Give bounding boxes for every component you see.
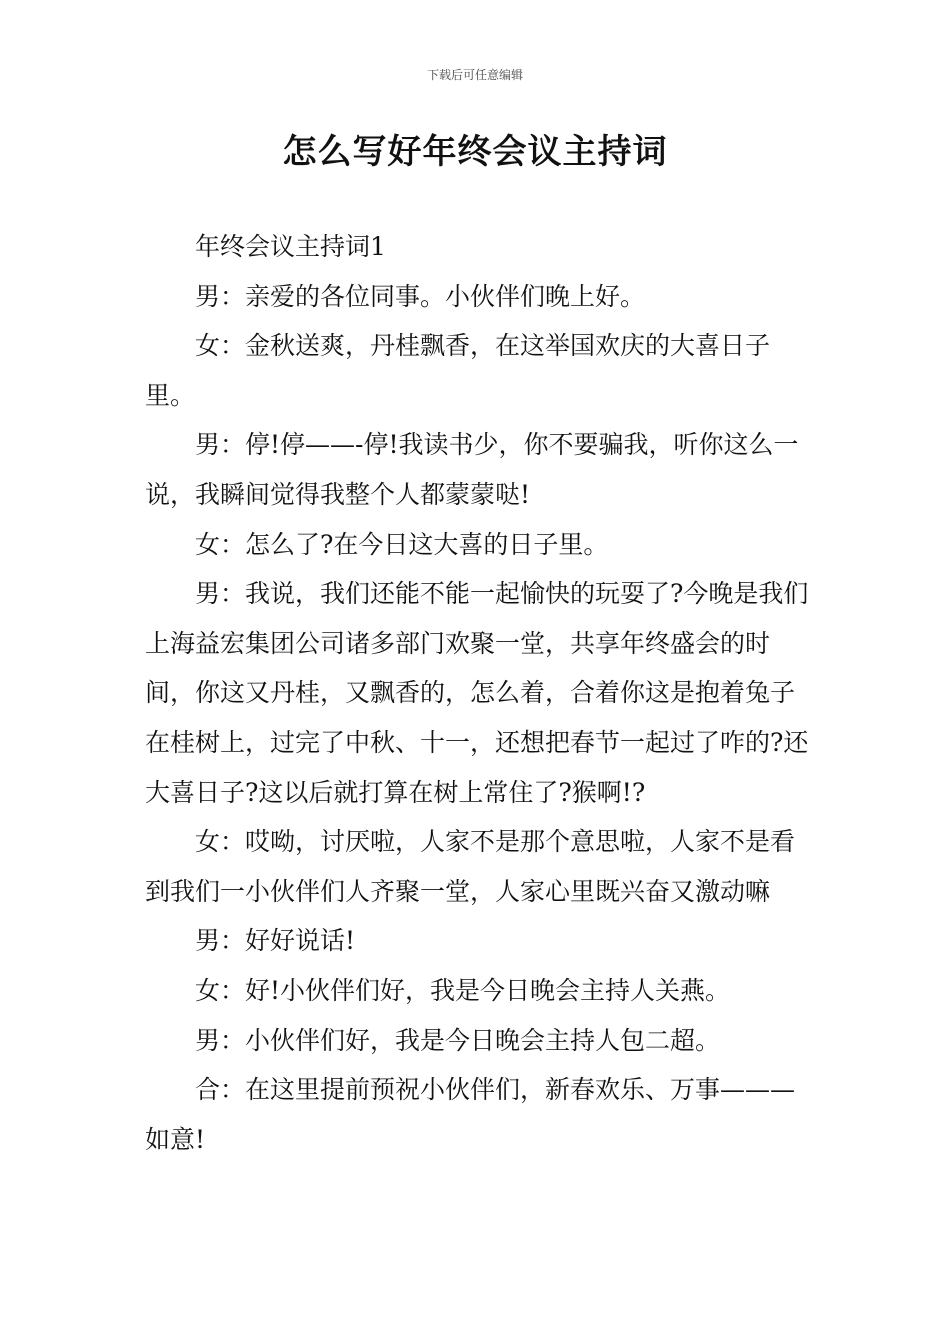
dialogue-paragraph: 男：停!停——-停!我读书少，你不要骗我，听你这么一说，我瞬间觉得我整个人都蒙蒙哒! (145, 430, 799, 509)
document-body (145, 222, 809, 1164)
dialogue-paragraph: 男：我说，我们还能不能一起愉快的玩耍了?今晚是我们上海益宏集团公司诸多部门欢聚一堂，共享年终盛会的时间，你这又丹桂，又飘香的，怎么着，合着你这是抱着兔子在桂树上，过完了中秋、十一，还想把春节一起过了咋的?还大喜日子?这以后就打算在树上常住了?猴啊!? (145, 579, 809, 807)
dialogue-paragraph: 女：金秋送爽，丹桂飘香，在这举国欢庆的大喜日子里。 (145, 331, 771, 410)
dialogue-paragraph: 男：亲爱的各位同事。小伙伴们晚上好。 (195, 281, 646, 311)
section-heading: 年终会议主持词1 (195, 232, 386, 261)
header-note: 下载后可任意编辑 (426, 68, 523, 82)
dialogue-paragraph: 女：哎呦，讨厌啦，人家不是那个意思啦，人家不是看到我们一小伙伴们人齐聚一堂，人家心里既兴奋又激动嘛 (145, 827, 796, 906)
document-title: 怎么写好年终会议主持词 (282, 132, 668, 172)
dialogue-paragraph: 女：怎么了?在今日这大喜的日子里。 (195, 529, 609, 559)
dialogue-paragraph: 男：小伙伴们好，我是今日晚会主持人包二超。 (195, 1025, 721, 1055)
dialogue-paragraph: 合：在这里提前预祝小伙伴们，新春欢乐、万事———如意! (145, 1075, 796, 1154)
dialogue-paragraph: 女：好!小伙伴们好，我是今日晚会主持人关燕。 (195, 975, 731, 1005)
dialogue-paragraph: 男：好好说话! (195, 926, 356, 956)
